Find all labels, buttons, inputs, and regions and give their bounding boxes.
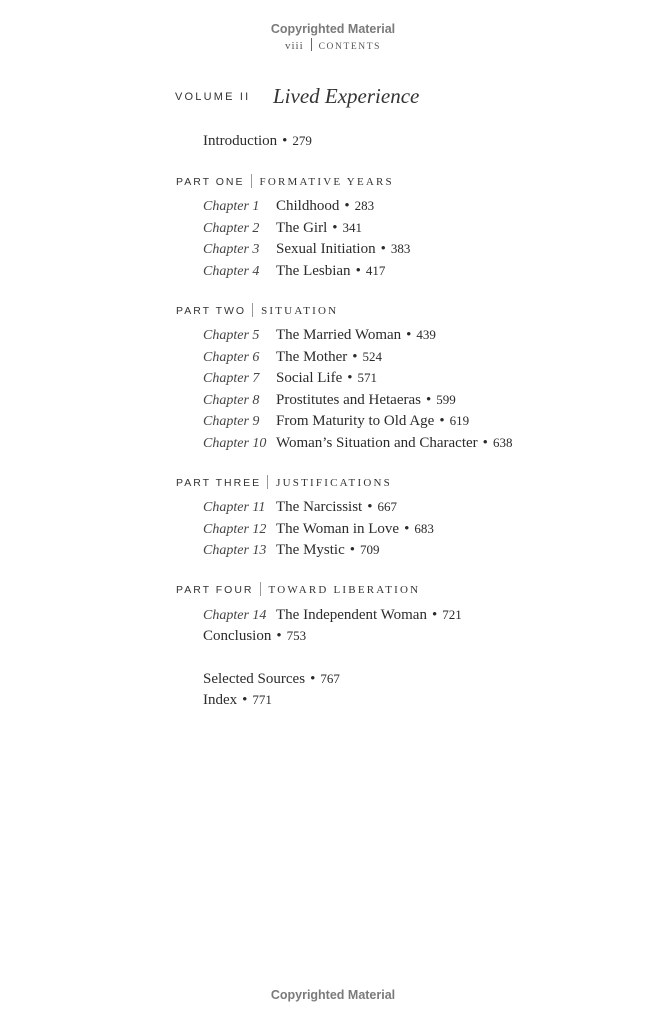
entry-page: 571 bbox=[357, 370, 377, 385]
separator-dot: • bbox=[439, 413, 445, 429]
entry-page: 524 bbox=[362, 349, 382, 364]
part-title: TOWARD LIBERATION bbox=[268, 584, 421, 596]
separator-dot: • bbox=[276, 628, 282, 644]
chapter-number: Chapter 6 bbox=[203, 350, 260, 365]
chapter-number: Chapter 11 bbox=[203, 500, 266, 515]
chapter-number: Chapter 10 bbox=[203, 436, 267, 451]
entry-title: The Mystic bbox=[276, 542, 345, 558]
separator-dot: • bbox=[404, 521, 410, 537]
chapter-number: Chapter 3 bbox=[203, 242, 260, 257]
part-label: PART ONE bbox=[176, 176, 245, 188]
entry-page: 638 bbox=[492, 435, 513, 450]
part-heading bbox=[176, 174, 394, 188]
entry-page: 599 bbox=[436, 392, 456, 407]
entry-page: 417 bbox=[365, 263, 386, 278]
separator-dot: • bbox=[282, 133, 288, 149]
toc-entry-conclusion bbox=[203, 628, 306, 645]
separator-dot: • bbox=[310, 671, 316, 687]
divider bbox=[311, 38, 312, 51]
part-label: PART THREE bbox=[176, 477, 262, 489]
entry-title: The Narcissist bbox=[276, 499, 363, 515]
entry-page: 683 bbox=[414, 521, 434, 536]
chapter-number: Chapter 5 bbox=[203, 328, 260, 343]
entry-page: 721 bbox=[442, 607, 462, 622]
separator-dot: • bbox=[431, 607, 438, 623]
part-title: JUSTIFICATIONS bbox=[276, 477, 392, 489]
part-title: FORMATIVE YEARS bbox=[259, 176, 394, 188]
separator-dot: • bbox=[352, 349, 358, 365]
divider bbox=[251, 174, 252, 188]
chapter-number: Chapter 13 bbox=[203, 543, 267, 558]
entry-title: Childhood bbox=[276, 198, 340, 214]
divider bbox=[252, 303, 253, 317]
part-heading bbox=[176, 475, 392, 489]
toc-entry bbox=[276, 370, 377, 387]
toc-entry bbox=[276, 241, 410, 258]
volume-title: Lived Experience bbox=[273, 84, 420, 108]
running-head bbox=[0, 38, 666, 52]
watermark-bottom: Copyrighted Material bbox=[270, 988, 396, 1002]
entry-page: 341 bbox=[342, 220, 362, 235]
toc-entry bbox=[276, 413, 469, 430]
divider bbox=[260, 582, 261, 596]
entry-page: 439 bbox=[416, 327, 436, 342]
entry-page: 383 bbox=[390, 241, 411, 256]
entry-page: 771 bbox=[252, 692, 272, 707]
chapter-number: Chapter 9 bbox=[203, 414, 260, 429]
toc-entry-sources bbox=[203, 671, 340, 688]
chapter-number: Chapter 8 bbox=[203, 393, 260, 408]
part-label: PART TWO bbox=[176, 305, 247, 317]
divider bbox=[267, 475, 268, 489]
toc-entry bbox=[276, 435, 512, 452]
separator-dot: • bbox=[406, 327, 412, 343]
entry-page: 709 bbox=[360, 542, 380, 557]
running-head-label: CONTENTS bbox=[318, 42, 382, 52]
chapter-number: Chapter 4 bbox=[203, 264, 260, 279]
entry-title: Prostitutes and Hetaeras bbox=[276, 392, 421, 408]
watermark-top: Copyrighted Material bbox=[270, 22, 396, 36]
volume-label: VOLUME II bbox=[175, 91, 251, 103]
toc-entry bbox=[276, 542, 380, 559]
entry-title: Sexual Initiation bbox=[276, 241, 376, 257]
chapter-number: Chapter 7 bbox=[203, 371, 260, 386]
entry-title: The Mother bbox=[276, 349, 348, 365]
separator-dot: • bbox=[425, 392, 432, 408]
part-title: SITUATION bbox=[261, 305, 339, 317]
separator-dot: • bbox=[347, 370, 353, 386]
entry-title: The Girl bbox=[276, 220, 328, 236]
separator-dot: • bbox=[380, 241, 386, 257]
entry-title: From Maturity to Old Age bbox=[276, 413, 435, 429]
toc-entry bbox=[276, 521, 434, 538]
part-label: PART FOUR bbox=[176, 584, 254, 596]
entry-title: The Woman in Love bbox=[276, 521, 400, 537]
entry-page: 619 bbox=[449, 413, 470, 428]
toc-entry bbox=[276, 499, 397, 516]
toc-entry bbox=[276, 349, 382, 366]
entry-page: 283 bbox=[354, 198, 375, 213]
entry-title: Conclusion bbox=[203, 628, 272, 644]
entry-page: 767 bbox=[320, 671, 340, 686]
entry-title: The Independent Woman bbox=[276, 607, 427, 623]
page-number: viii bbox=[284, 40, 304, 52]
separator-dot: • bbox=[344, 198, 350, 214]
toc-entry-introduction bbox=[203, 133, 312, 150]
toc-entry bbox=[276, 263, 385, 280]
part-heading bbox=[176, 582, 420, 596]
chapter-number: Chapter 2 bbox=[203, 221, 260, 236]
toc-entry bbox=[276, 327, 436, 344]
toc-entry bbox=[276, 198, 374, 215]
separator-dot: • bbox=[355, 263, 361, 279]
toc-entry-index bbox=[203, 692, 272, 709]
toc-entry bbox=[276, 607, 462, 624]
separator-dot: • bbox=[482, 435, 488, 451]
chapter-number: Chapter 1 bbox=[203, 199, 260, 214]
toc-entry bbox=[276, 220, 362, 237]
entry-title: Introduction bbox=[203, 133, 278, 149]
entry-title: The Married Woman bbox=[276, 327, 402, 343]
entry-page: 753 bbox=[286, 628, 307, 643]
separator-dot: • bbox=[367, 499, 373, 515]
chapter-number: Chapter 14 bbox=[203, 608, 267, 623]
entry-title: Selected Sources bbox=[203, 671, 306, 687]
entry-title: Social Life bbox=[276, 370, 343, 386]
toc-entry bbox=[276, 392, 456, 409]
separator-dot: • bbox=[349, 542, 356, 558]
entry-title: The Lesbian bbox=[276, 263, 351, 279]
chapter-number: Chapter 12 bbox=[203, 522, 267, 537]
separator-dot: • bbox=[332, 220, 338, 236]
entry-page: 667 bbox=[377, 499, 397, 514]
entry-page: 279 bbox=[292, 133, 312, 148]
part-heading bbox=[176, 303, 338, 317]
separator-dot: • bbox=[242, 692, 248, 708]
entry-title: Index bbox=[203, 692, 238, 708]
entry-title: Woman’s Situation and Character bbox=[276, 435, 478, 451]
